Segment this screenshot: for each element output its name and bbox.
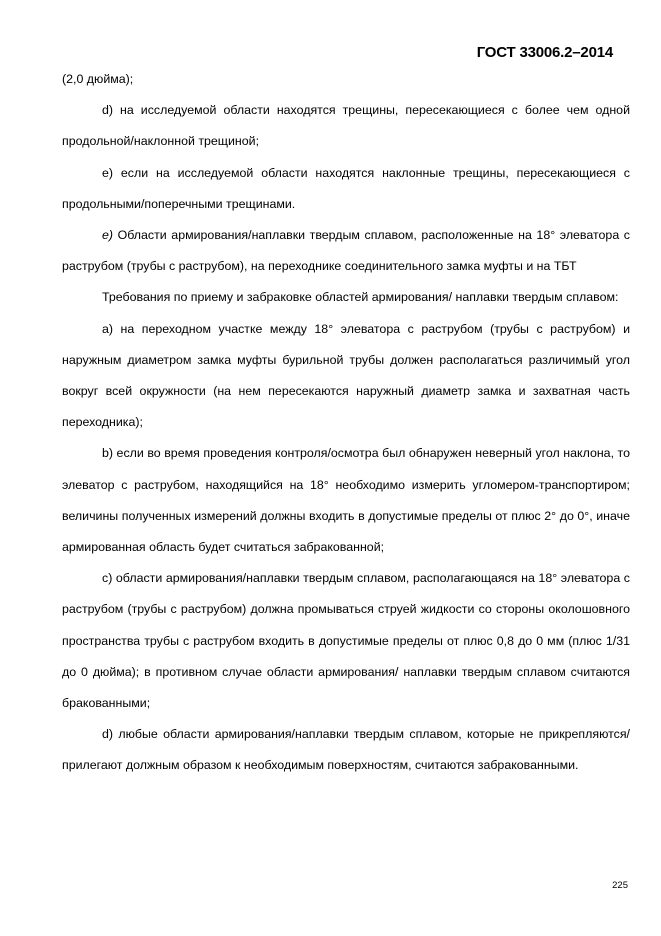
section-text: Области армирования/наплавки твердым сплавом, расположенные на 18° элеватора с раструбом (трубы с раструбом), на переходнике соединительного замка муфты и на ТБТ: [62, 228, 630, 274]
list-item-d2: d) любые области армирования/наплавки твердым сплавом, которые не прикрепляются/прилегают должным образом к необходимым поверхностям, считаются забракованными.: [62, 727, 630, 773]
paragraph-continuation: (2,0 дюйма);: [62, 72, 134, 86]
list-item-d: d) на исследуемой области находятся трещины, пересекающиеся с более чем одной продольной/наклонной трещиной;: [62, 103, 630, 149]
document-body: [62, 64, 630, 782]
list-item-b: b) если во время проведения контроля/осмотра был обнаружен неверный угол наклона, то элеватор с раструбом, находящийся на 18° необходимо измерить угломером-транспортиром; величины полученных измерений должны входить в допустимые пределы от плюс 2° до 0°, иначе армированная область будет считаться забракованной;: [62, 446, 630, 555]
section-label: е): [102, 228, 114, 243]
page-number: 225: [612, 880, 628, 891]
list-item-c: с) области армирования/наплавки твердым сплавом, располагающаяся на 18° элеватора с раструбом (трубы с раструбом) должна промываться струей жидкости со стороны околошовного пространства трубы с раструбом входить в допустимые пределы от плюс 0,8 до 0 мм (плюс 1/31 до 0 дюйма); в противном случае области армирования/ наплавки твердым сплавом считаются бракованными;: [62, 571, 630, 711]
requirements-intro: Требования по приему и забраковке областей армирования/ наплавки твердым сплавом:: [102, 290, 619, 305]
document-header: ГОСТ 33006.2–2014: [476, 44, 613, 61]
list-item-e: e) если на исследуемой области находятся наклонные трещины, пересекающиеся с продольными/поперечными трещинами.: [62, 165, 630, 211]
section-heading-paragraph: [62, 220, 630, 282]
list-item-a: а) на переходном участке между 18° элеватора с раструбом (трубы с раструбом) и наружным диаметром замка муфты бурильной трубы должен располагаться различимый угол вокруг всей окружности (на нем пересекаются наружный диаметр замка и захватная часть переходника);: [62, 321, 630, 430]
